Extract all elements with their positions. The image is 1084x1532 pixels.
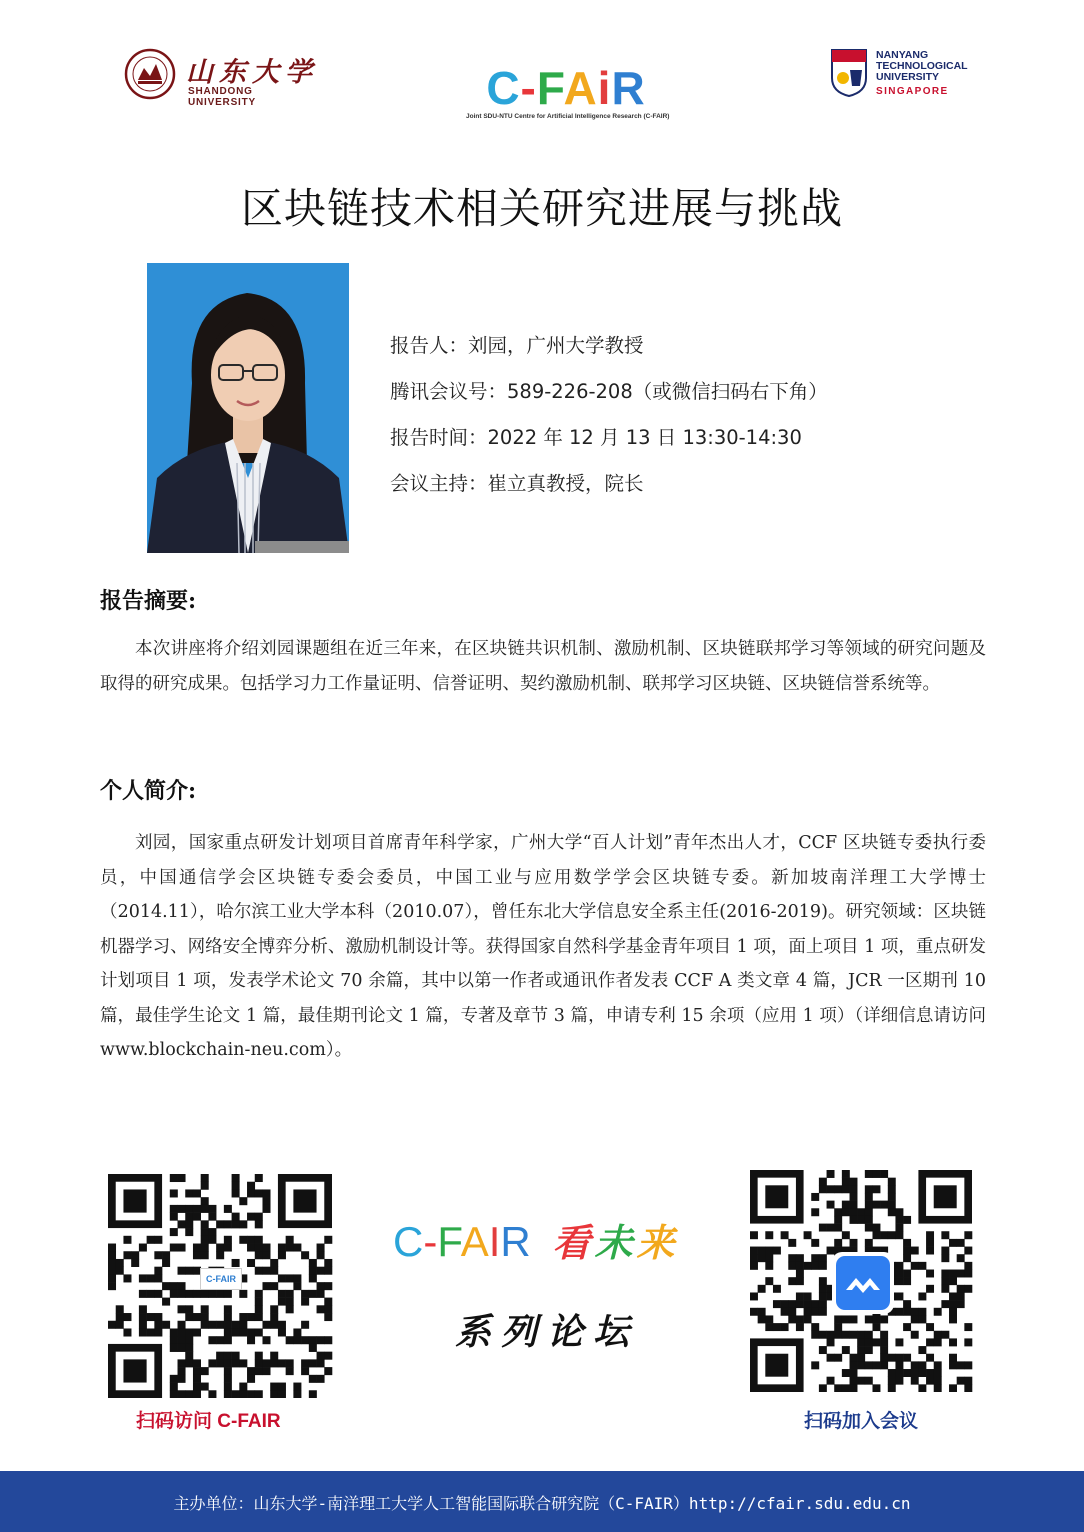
- ntu-line-2: TECHNOLOGICAL: [876, 60, 968, 72]
- series-letter-dash: -: [423, 1218, 438, 1265]
- cfair-subtitle: Joint SDU-NTU Centre for Artificial Intelligence Research (C-FAIR): [466, 113, 670, 120]
- series-letter-i: I: [488, 1218, 501, 1265]
- series-letter-f: F: [437, 1218, 461, 1265]
- cfair-letter-r: R: [611, 62, 646, 114]
- sdu-name-en: SHANDONG UNIVERSITY: [188, 86, 257, 108]
- cfair-letter-f: F: [536, 62, 564, 114]
- series-letter-a: A: [460, 1218, 489, 1265]
- speaker-photo: [147, 263, 349, 553]
- bio-heading: 个人简介:: [100, 778, 197, 804]
- speaker-portrait-image: [147, 263, 349, 553]
- abstract-text: 本次讲座将介绍刘园课题组在近三年来，在区块链共识机制、激励机制、区块链联邦学习等领域的研究问题及取得的研究成果。包括学习力工作量证明、信誉证明、契约激励机制、联邦学习区块链、区块链信誉系统等。: [100, 639, 986, 694]
- ntu-line-3: UNIVERSITY: [876, 71, 940, 83]
- bio-text: 刘园，国家重点研发计划项目首席青年科学家，广州大学“百人计划”青年杰出人才，CCF 区块链专委执行委员，中国通信学会区块链专委会委员，中国工业与应用数学学会区块链专委。新加坡南洋理工大学博士（2014.11），哈尔滨工业大学本科（2010.07），曾任东北大学信息安全系主任(2016-2019)。研究领域：区块链机器学习、网络安全博弈分析、激励机制设计等。获得国家自然科学基金青年项目 1 项，面上项目 1 项，重点研发计划项目 1 项，发表学术论文 70 余篇，其中以第一作者或通讯作者发表 CCF A 类文章 4 篇，JCR 一区期刊 10 篇，最佳学生论文 1 篇，最佳期刊论文 1 篇，专著及章节 3 篇，申请专利 15 余项（应用 1 项）（详细信息请访问 www.blockchain-neu.com）。: [100, 833, 986, 1060]
- host-line: 会议主持：崔立真教授，院长: [390, 472, 644, 495]
- meeting-qr-code[interactable]: [750, 1170, 978, 1392]
- sdu-seal-icon: [124, 48, 176, 100]
- cfair-wordmark: [466, 62, 666, 114]
- series-subtitle: 系列论坛: [455, 1311, 640, 1353]
- cfair-logo: [466, 62, 670, 126]
- ntu-crest-icon: [830, 48, 868, 98]
- time-line: 报告时间：2022 年 12 月 13 日 13:30-14:30: [390, 426, 802, 449]
- cfair-letter-c: C: [486, 62, 521, 114]
- ntu-logo: [830, 48, 990, 102]
- cfair-letter-a: A: [563, 62, 598, 114]
- qr-center-badge: C-FAIR: [200, 1268, 242, 1290]
- ntu-line-1: NANYANG: [876, 49, 929, 61]
- ntu-line-4: SINGAPORE: [876, 86, 949, 97]
- left-qr-caption: 扫码访问 C-FAIR: [136, 1411, 281, 1432]
- cfair-letter-dash: -: [520, 62, 537, 114]
- series-cn-3: 来: [636, 1220, 679, 1265]
- footer-organizer: 主办单位：山东大学-南洋理工大学人工智能国际联合研究院（C-FAIR）http://cfair.sdu.edu.cn: [0, 1471, 1084, 1532]
- series-letter-c: C: [393, 1218, 424, 1265]
- abstract-heading: 报告摘要:: [100, 588, 197, 614]
- right-qr-caption: 扫码加入会议: [804, 1411, 919, 1432]
- sdu-name-cn: 山东大学: [186, 57, 318, 88]
- cfair-letter-i: i: [597, 62, 612, 114]
- meeting-id-line[interactable]: 腾讯会议号：589-226-208（或微信扫码右下角）: [390, 380, 828, 403]
- shandong-university-logo: [124, 48, 324, 108]
- series-cn-1: 看: [552, 1220, 595, 1265]
- page-title: 区块链技术相关研究进展与挑战: [240, 184, 843, 233]
- speaker-line: 报告人：刘园，广州大学教授: [390, 334, 644, 357]
- ntu-name: [876, 50, 968, 97]
- series-cn-2: 未: [594, 1220, 637, 1265]
- cfair-qr-code[interactable]: [108, 1174, 334, 1398]
- talk-info: [390, 330, 828, 514]
- series-logo: [393, 1212, 678, 1267]
- tencent-meeting-icon: [832, 1252, 894, 1314]
- series-letter-r: R: [500, 1218, 531, 1265]
